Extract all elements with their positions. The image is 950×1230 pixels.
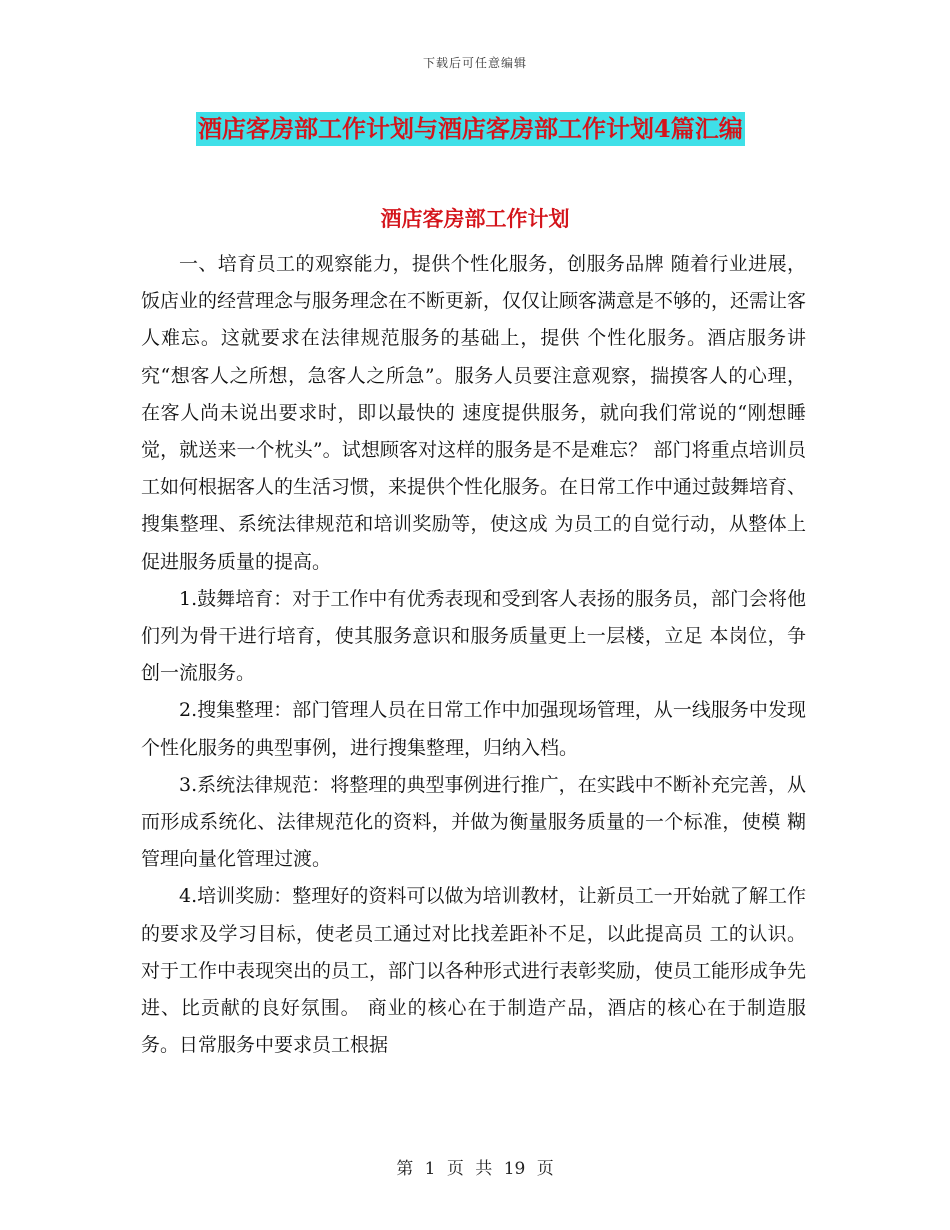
paragraph: 3.系统法律规范：将整理的典型事例进行推广，在实践中不断补充完善，从而形成系统化、法律规范化的资料，并做为衡量服务质量的一个标准，使模 糊管理向量化管理过渡。 (141, 773, 806, 871)
main-title: 酒店客房部工作计划与酒店客房部工作计划4篇汇编 (198, 114, 743, 143)
section-title: 酒店客房部工作计划 (380, 206, 570, 231)
header-note: 下载后可任意编辑 (422, 56, 527, 70)
main-title-highlight (196, 112, 745, 146)
body-text (141, 246, 806, 1064)
paragraph: 一、培育员工的观察能力，提供个性化服务，创服务品牌 随着行业进展，饭店业的经营理念与服务理念在不断更新，仅仅让顾客满意是不够的，还需让客人难忘。这就要求在法律规范服务的基础上，提供 个性化服务。酒店服务讲究“想客人之所想，急客人之所急”。服务人员要注意观察，揣摸客人的心理，在客人尚未说出要求时，即以最快的 速度提供服务，就向我们常说的“刚想睡觉，就送来一个枕头”。试想顾客对这样的服务是不是难忘？ 部门将重点培训员工如何根据客人的生活习惯，来提供个性化服务。在日常工作中通过鼓舞培育、搜集整理、系统法律规范和培训奖励等，使这成 为员工的自觉行动，从整体上促进服务质量的提高。 (141, 253, 807, 573)
paragraph: 2.搜集整理：部门管理人员在日常工作中加强现场管理，从一线服务中发现个性化服务的典型事例，进行搜集整理，归纳入档。 (141, 699, 806, 759)
paragraph: 4.培训奖励：整理好的资料可以做为培训教材，让新员工一开始就了解工作的要求及学习目标，使老员工通过对比找差距补不足，以此提高员 工的认识。对于工作中表现突出的员工，部门以各种形式进行表彰奖励，使员工能形成争先进、比贡献的良好氛围。 商业的核心在于制造产品，酒店的核心在于制造服务。日常服务中要求员工根据 (141, 885, 807, 1057)
paragraph: 1.鼓舞培育：对于工作中有优秀表现和受到客人表扬的服务员，部门会将他们列为骨干进行培育，使其服务意识和服务质量更上一层楼，立足 本岗位，争创一流服务。 (141, 587, 806, 685)
page-footer: 第 1 页 共 19 页 (396, 1159, 554, 1179)
